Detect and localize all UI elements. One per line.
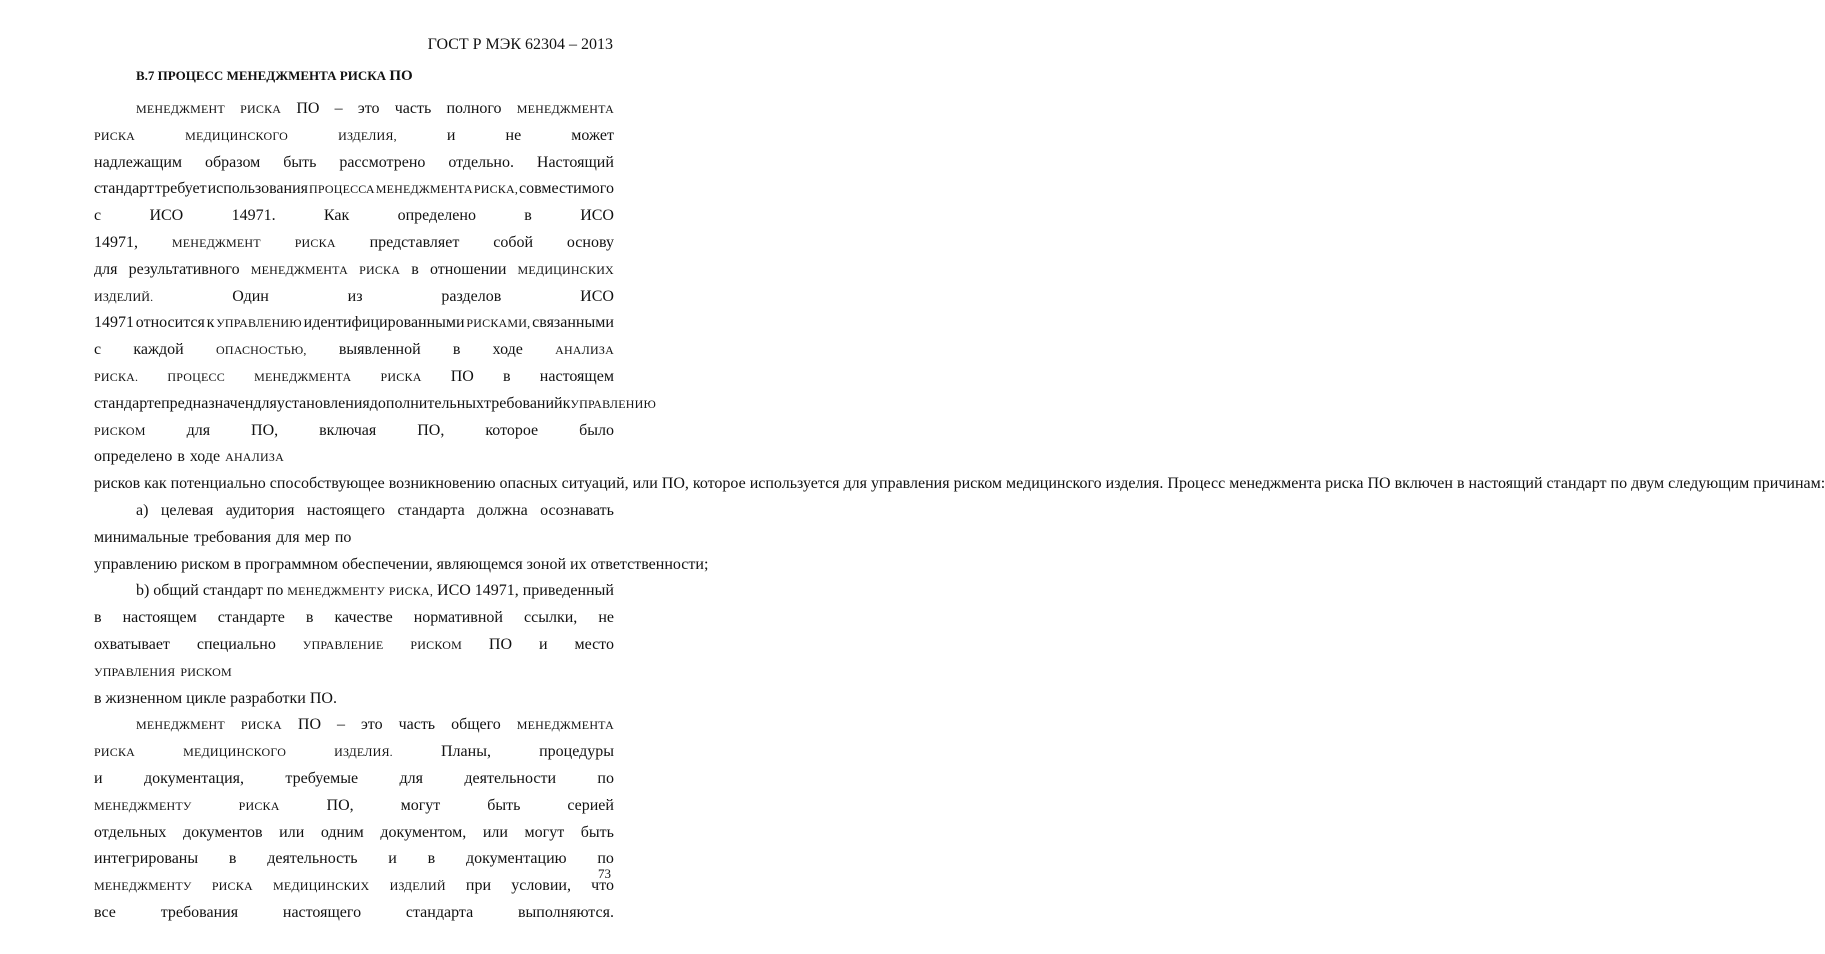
word: рассмотрено — [339, 153, 426, 171]
word: нормативной — [413, 609, 503, 627]
word: условии, — [511, 877, 571, 895]
text-line — [94, 927, 614, 954]
word: деятельность — [267, 850, 358, 868]
word: качестве — [334, 609, 393, 627]
word: минимальные — [94, 528, 189, 546]
word: 14971, — [474, 582, 519, 600]
text-line — [94, 176, 614, 203]
word: по — [597, 769, 614, 787]
word: это — [357, 100, 380, 117]
word: связанными — [532, 314, 614, 332]
word: по — [597, 850, 614, 868]
word: МЕНЕДЖМЕНТУ — [94, 879, 192, 894]
word: включая — [319, 421, 377, 439]
word: Настоящий — [536, 153, 614, 171]
text-line — [94, 793, 614, 820]
word: МЕНЕДЖМЕНТА — [516, 102, 614, 116]
word: в — [427, 850, 436, 868]
word: документацию — [465, 850, 567, 868]
word: РИСКА — [94, 745, 136, 760]
word: и — [94, 769, 103, 787]
word: ПО, — [251, 421, 279, 439]
word: отношении — [429, 260, 507, 278]
word: должна — [477, 501, 528, 519]
word: из — [347, 287, 363, 305]
word: ОПАСНОСТЬЮ, — [215, 343, 307, 358]
word: общего — [451, 716, 501, 734]
word: МЕНЕДЖМЕНТА — [254, 369, 352, 384]
text-line — [94, 203, 614, 230]
word: для — [399, 769, 423, 787]
word: РИСКА — [238, 798, 280, 813]
word: что — [591, 877, 614, 895]
word: ИЗДЕЛИЯ, — [338, 128, 397, 143]
word: совместимого — [519, 180, 614, 198]
word: в — [305, 609, 314, 627]
word: стандарта — [397, 501, 465, 519]
word: РИСКОМ — [94, 423, 146, 438]
word: требует — [154, 180, 207, 198]
section-number: B.7 — [136, 68, 155, 83]
word: или — [482, 823, 508, 841]
word: УПРАВЛЕНИЮ — [216, 316, 302, 331]
word: при — [465, 877, 492, 895]
word: установления — [276, 394, 370, 412]
word: настоящем — [539, 367, 614, 385]
text-line — [94, 444, 614, 471]
word: ПРОЦЕСС — [167, 369, 225, 384]
word: в — [503, 367, 511, 385]
word: РИСКА, — [473, 182, 519, 197]
word: ходе — [492, 341, 523, 359]
text-line — [94, 659, 614, 686]
word: требования — [193, 528, 272, 546]
word: полного — [446, 100, 502, 117]
word: использования — [207, 180, 309, 198]
word: РИСКА — [211, 879, 253, 894]
word: быть — [283, 153, 317, 171]
word: по — [266, 582, 284, 600]
word: Один — [232, 287, 269, 305]
word: РИСКА. — [94, 369, 139, 384]
word: отдельных — [94, 823, 167, 841]
word: стандарт — [94, 180, 154, 198]
word: МЕНЕДЖМЕНТА — [516, 718, 614, 733]
text-line — [94, 150, 614, 177]
word: целевая — [160, 501, 214, 519]
word: МЕНЕДЖМЕНТ — [171, 235, 261, 250]
word: деятельности — [464, 769, 556, 787]
word: в — [228, 850, 237, 868]
word: Планы, — [441, 743, 491, 761]
word: МЕДИЦИНСКОГО — [183, 745, 287, 760]
word: которое — [485, 421, 539, 439]
word: требуемые — [285, 769, 359, 787]
word: документов — [182, 823, 263, 841]
text-line — [94, 96, 614, 123]
word: настоящего — [306, 501, 386, 519]
word: стандарте — [217, 609, 285, 627]
word: осознавать — [540, 501, 614, 519]
word: это — [360, 716, 383, 734]
text-line — [94, 123, 614, 150]
word: собой — [493, 233, 534, 251]
text-line: в жизненном цикле разработки ПО. — [94, 689, 337, 707]
word: может — [571, 126, 614, 144]
word: МЕНЕДЖМЕНТА — [250, 262, 348, 277]
section-title-suffix: ПО — [389, 68, 413, 84]
text-line — [94, 605, 614, 632]
word: для — [94, 260, 118, 278]
word: ПО — [296, 100, 320, 117]
word: ИСО — [580, 207, 614, 225]
word: ходе — [189, 448, 221, 466]
word: могут — [400, 796, 441, 814]
word: в — [94, 609, 102, 627]
word: ПО, — [417, 421, 445, 439]
text-line — [94, 900, 614, 927]
word: настоящем — [122, 609, 197, 627]
word: было — [579, 421, 614, 439]
text-line — [94, 391, 657, 418]
word: и — [538, 635, 548, 653]
word: разделов — [441, 287, 502, 305]
word: для — [276, 528, 300, 546]
text-line — [94, 739, 614, 766]
word: или — [279, 823, 305, 841]
word: ИСО — [580, 287, 614, 305]
word: в — [452, 341, 461, 359]
word: УПРАВЛЕНИЯ — [94, 664, 176, 679]
word: с — [94, 341, 102, 359]
text-line — [94, 632, 614, 659]
word: общий — [153, 582, 199, 600]
text-line: управлению риском в программном обеспечении, являющемся зоной их ответственности; — [94, 555, 709, 573]
word: МЕНЕДЖМЕНТ — [136, 718, 225, 733]
word: специально — [196, 635, 276, 653]
word: ПО, — [326, 796, 354, 814]
text-line — [94, 498, 614, 525]
standard-designation: ГОСТ Р МЭК 62304 – 2013 — [427, 36, 613, 53]
word: быть — [487, 796, 521, 814]
text-line — [94, 873, 614, 900]
word: приведенный — [522, 582, 614, 600]
word: относится — [135, 314, 205, 332]
word: аудитория — [225, 501, 295, 519]
word: к — [206, 314, 215, 332]
word: – — [336, 716, 345, 734]
word: настоящего — [282, 903, 362, 921]
word: для — [253, 394, 277, 412]
word: выявленной — [338, 341, 421, 359]
word: ИСО — [437, 582, 471, 600]
word: ПО — [488, 635, 513, 653]
word: МЕДИЦИНСКИХ — [517, 262, 614, 277]
text-line: рисков как потенциально способствующее возникновению опасных ситуаций, или ПО, которое используется для управления риском медицинского изделия. Процесс менеджмента риска ПО включен в настоящий стандарт по двум следующим причинам: — [94, 475, 1825, 493]
word: ПО — [450, 367, 474, 385]
word: образом — [204, 153, 261, 171]
word: по — [334, 528, 352, 546]
page-number: 73 — [598, 866, 611, 881]
word: основу — [566, 233, 614, 251]
word: 14971 — [94, 314, 134, 332]
word: охватывает — [94, 635, 170, 653]
text-line — [94, 846, 614, 873]
text-line — [94, 337, 614, 364]
word: в — [524, 207, 532, 225]
text-line — [94, 766, 614, 793]
word: ИЗДЕЛИЯ. — [334, 745, 393, 760]
word: одним — [320, 823, 364, 841]
word: быть — [580, 823, 614, 841]
word: ПО — [297, 716, 321, 734]
word: идентифицированными — [303, 314, 465, 332]
word: выполняются. — [518, 903, 614, 921]
word: стандарта — [405, 903, 474, 921]
word: УПРАВЛЕНИЕ — [302, 637, 384, 652]
word: представляет — [369, 233, 460, 251]
section-heading — [136, 68, 413, 85]
word: в — [177, 448, 185, 466]
body-text — [94, 96, 1825, 954]
word: и — [388, 850, 397, 868]
word: результативного — [128, 260, 240, 278]
text-line — [94, 712, 614, 739]
word: интегрированы — [94, 850, 199, 868]
text-line — [94, 284, 614, 311]
text-line — [94, 364, 614, 391]
word: каждой — [133, 341, 184, 359]
word: предназначен — [161, 394, 254, 412]
text-line — [94, 525, 614, 552]
word: ИСО — [149, 207, 184, 225]
word: МЕНЕДЖМЕНТУ — [94, 798, 192, 813]
word: АНАЛИЗА — [225, 450, 284, 465]
text-line — [94, 820, 614, 847]
word: к — [562, 394, 571, 412]
word: определено — [94, 448, 173, 466]
text-line — [94, 418, 614, 445]
word: для — [186, 421, 211, 439]
word: серией — [567, 796, 614, 814]
word: отдельно. — [448, 153, 514, 171]
word: стандарте — [94, 394, 162, 412]
word: могут — [524, 823, 565, 841]
word: часть — [398, 716, 436, 734]
word: РИСКА — [294, 235, 336, 250]
word: место — [574, 635, 614, 653]
word: РИСКА — [359, 262, 401, 277]
text-line — [94, 257, 614, 284]
word: ИЗДЕЛИЙ — [389, 879, 446, 894]
word: РИСКА — [240, 718, 282, 733]
word: МЕДИЦИНСКОГО — [185, 128, 289, 143]
word: документом, — [380, 823, 467, 841]
word: Как — [323, 207, 350, 225]
word: в — [411, 260, 419, 278]
word: 14971, — [94, 233, 138, 251]
word: b) — [136, 582, 150, 600]
word: УПРАВЛЕНИЮ — [570, 396, 657, 411]
word: стандарт — [202, 582, 263, 600]
word: ИЗДЕЛИЙ. — [94, 289, 154, 304]
section-title: ПРОЦЕСС МЕНЕДЖМЕНТА РИСКА — [157, 68, 387, 83]
word: а) — [136, 501, 149, 519]
text-line — [94, 578, 614, 605]
word: АНАЛИЗА — [555, 343, 614, 358]
word: РИСКА — [240, 102, 282, 116]
word: 14971. — [231, 207, 276, 225]
word: требований — [484, 394, 563, 412]
word: мер — [304, 528, 330, 546]
word: не — [505, 126, 522, 144]
word: не — [598, 609, 614, 627]
word: МЕДИЦИНСКИХ — [273, 879, 370, 894]
word: РИСКА — [380, 369, 422, 384]
word: с — [94, 207, 102, 225]
word: МЕНЕДЖМЕНТУ — [287, 584, 385, 599]
word: документация, — [143, 769, 245, 787]
text-line — [94, 230, 614, 257]
word: ссылки, — [524, 609, 578, 627]
word: РИСКОМ — [410, 637, 462, 652]
text-line — [94, 310, 614, 337]
word: МЕНЕДЖМЕНТА — [375, 182, 473, 197]
word: требования — [160, 903, 239, 921]
word: процедуры — [539, 743, 614, 761]
word: дополнительных — [369, 394, 485, 412]
word: МЕНЕДЖМЕНТ — [136, 102, 225, 116]
word: определено — [397, 207, 476, 225]
word: надлежащим — [94, 153, 183, 171]
word: РИСКА — [94, 128, 136, 143]
word: – — [334, 100, 343, 117]
word: РИСКОМ — [180, 664, 232, 679]
word: и — [446, 126, 456, 144]
word: все — [94, 903, 116, 921]
word: часть — [394, 100, 432, 117]
word: ПРОЦЕССА — [308, 182, 375, 197]
word: РИСКАМИ, — [466, 316, 531, 331]
word: РИСКА, — [388, 584, 434, 599]
